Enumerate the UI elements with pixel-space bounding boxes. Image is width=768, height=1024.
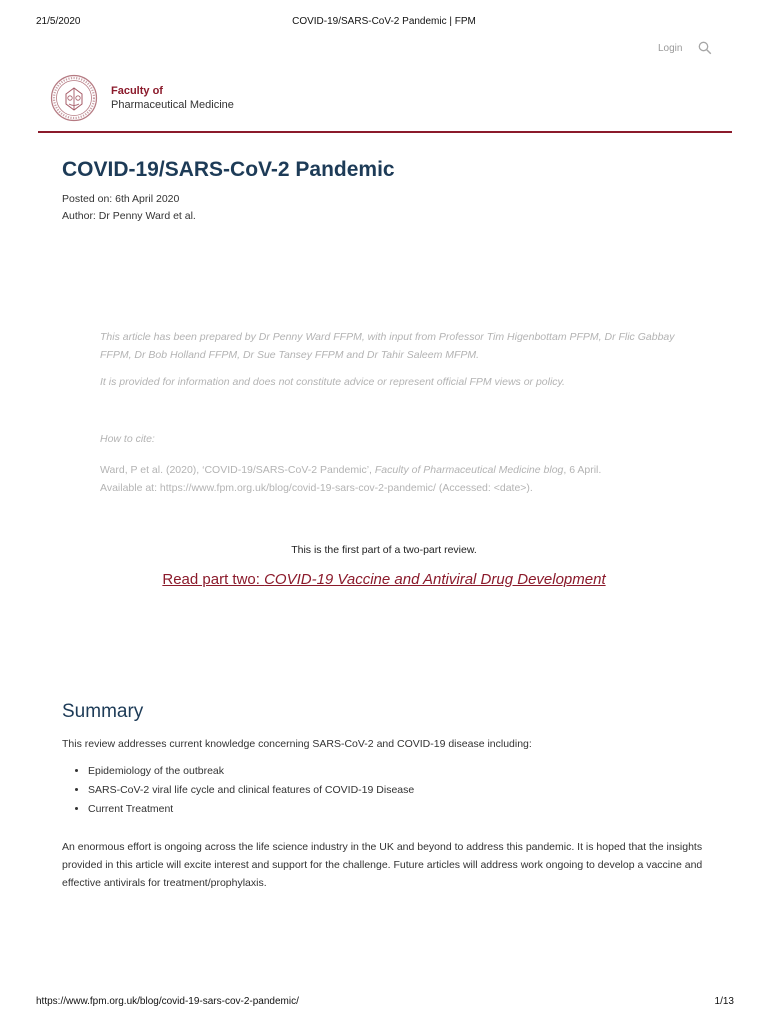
posted-date: Posted on: 6th April 2020: [62, 193, 180, 205]
print-page-title: COVID-19/SARS-CoV-2 Pandemic | FPM: [292, 16, 476, 27]
disclaimer-note: It is provided for information and does not constitute advice or represent official FPM views or policy.: [100, 376, 565, 388]
citation-journal: Faculty of Pharmaceutical Medicine blog: [374, 464, 564, 476]
read-part-two-prefix: Read part two:: [162, 571, 265, 588]
search-icon[interactable]: [698, 41, 712, 55]
print-date: 21/5/2020: [36, 16, 81, 27]
header-divider: [38, 131, 732, 133]
prepared-by-note: This article has been prepared by Dr Penny Ward FFPM, with input from Professor Tim Higenbottam PFPM, Dr Flic Gabbay FFPM, Dr Bob Holland FFPM, Dr Sue Tansey FFPM and Dr Tahir Saleem MFPM.: [100, 331, 675, 361]
how-to-cite-label: How to cite:: [100, 433, 155, 445]
login-link[interactable]: Login: [658, 43, 683, 54]
logo-text[interactable]: [111, 84, 234, 112]
summary-list: [70, 762, 414, 819]
citation-date: , 6 April.: [563, 464, 602, 476]
summary-heading: Summary: [62, 701, 144, 722]
citation-block: [100, 461, 700, 497]
list-item: • Epidemiology of the outbreak: [88, 762, 414, 781]
logo-line1: Faculty of: [111, 85, 163, 97]
summary-intro: This review addresses current knowledge concerning SARS-CoV-2 and COVID-19 disease including:: [62, 738, 532, 750]
print-page-number: 1/13: [714, 996, 734, 1007]
citation-availability: Available at: https://www.fpm.org.uk/blog/covid-19-sars-cov-2-pandemic/ (Accessed: <date>).: [100, 482, 533, 494]
read-part-two-link[interactable]: [162, 571, 605, 588]
read-part-two: [0, 571, 768, 588]
citation-text: Ward, P et al. (2020), ‘COVID-19/SARS-CoV-2 Pandemic’,: [100, 464, 375, 476]
summary-paragraph: An enormous effort is ongoing across the life science industry in the UK and beyond to address this pandemic. It is hoped that the insights provided in this article will excite interest and support for the challenge. Future articles will address work ongoing to develop a vaccine and effective antivirals for treatment/prophylaxis.: [62, 841, 703, 889]
logo-line2: Pharmaceutical Medicine: [111, 99, 234, 111]
list-item: • Current Treatment: [88, 800, 414, 819]
fpm-seal-logo[interactable]: [50, 74, 98, 122]
read-part-two-title: COVID-19 Vaccine and Antiviral Drug Development: [264, 571, 606, 588]
list-item: • SARS-CoV-2 viral life cycle and clinical features of COVID-19 Disease: [88, 781, 414, 800]
page-title: COVID-19/SARS-CoV-2 Pandemic: [62, 158, 395, 181]
author-line: Author: Dr Penny Ward et al.: [62, 210, 196, 222]
print-url: https://www.fpm.org.uk/blog/covid-19-sars-cov-2-pandemic/: [36, 996, 299, 1007]
first-part-note: This is the first part of a two-part review.: [291, 544, 477, 556]
